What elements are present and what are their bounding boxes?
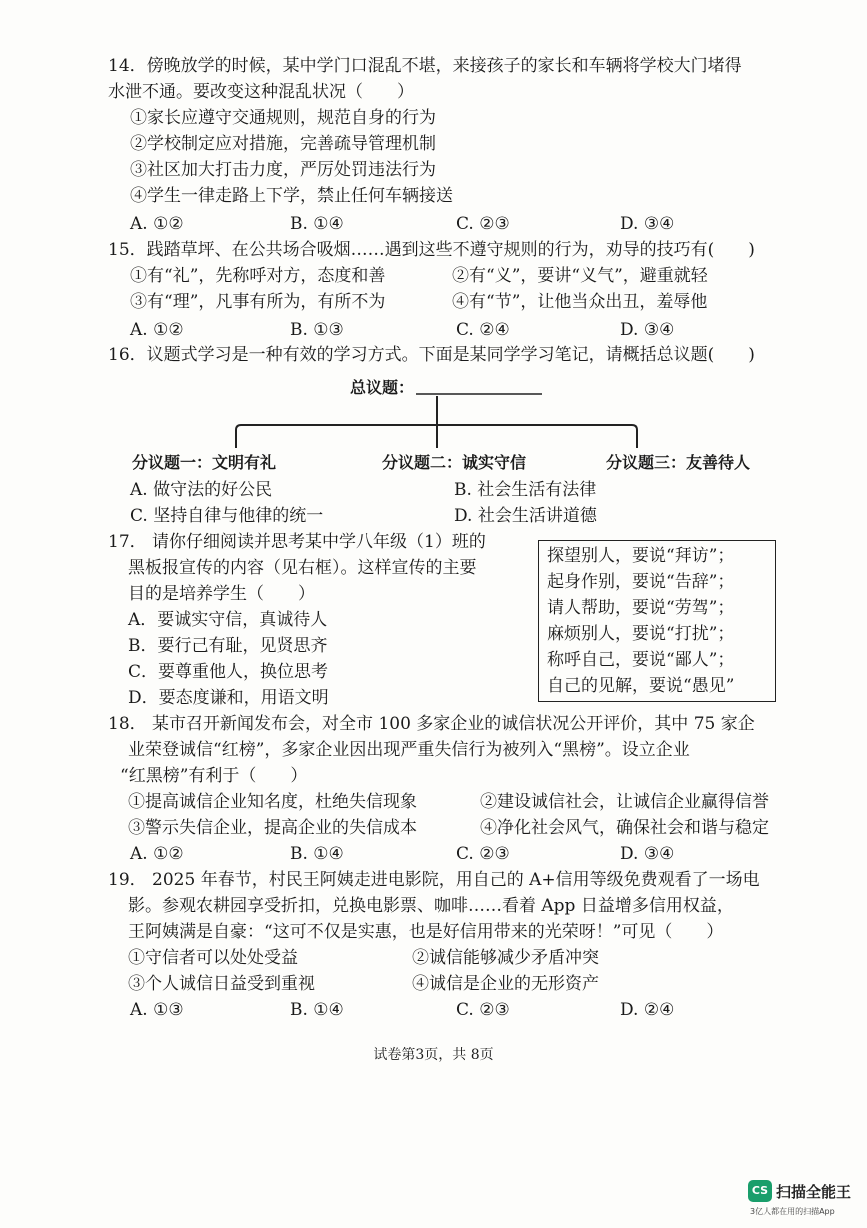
box-line-4: 麻烦别人，要说“打扰”； [547, 624, 735, 644]
q15-option-a: A. ①② [130, 320, 184, 340]
q19-statement-3: ③个人诚信日益受到重视 [128, 974, 315, 994]
q15-statement-1: ①有“礼”，先称呼对方，态度和善 [130, 266, 386, 286]
q15-stem: 15．践踏草坪、在公共场合吸烟……遇到这些不遵守规则的行为，劝导的技巧有( ) [108, 240, 755, 260]
q19-option-d: D. ②④ [620, 1000, 675, 1020]
q19-statement-4: ④诚信是企业的无形资产 [412, 974, 599, 994]
q16-option-c: C. 坚持自律与他律的统一 [130, 506, 324, 526]
q16-sub-topic-3: 分议题三：友善待人 [606, 453, 751, 472]
q14-statement-2: ②学校制定应对措施，完善疏导管理机制 [130, 134, 436, 154]
q19-stem-line2: 影。参观农耕园享受折扣，兑换电影票、咖啡……看着 App 日益增多信用权益， [128, 896, 734, 916]
q17-stem-line3: 目的是培养学生（ ） [128, 584, 315, 604]
q19-statement-2: ②诚信能够减少矛盾冲突 [412, 948, 599, 968]
q16-sub-topic-1: 分议题一：文明有礼 [132, 453, 277, 472]
q18-statement-1: ①提高诚信企业知名度，杜绝失信现象 [128, 792, 417, 812]
q17-option-d: D．要态度谦和，用语文明 [128, 688, 329, 708]
q14-option-d: D. ③④ [620, 214, 675, 234]
q15-option-d: D. ③④ [620, 320, 675, 340]
q15-statement-3: ③有“理”，凡事有所为，有所不为 [130, 292, 386, 312]
box-line-2: 起身作别，要说“告辞”； [547, 572, 735, 592]
watermark-app-name: 扫描全能王 [776, 1183, 852, 1201]
q19-option-c: C. ②③ [456, 1000, 510, 1020]
q18-option-b: B. ①④ [290, 844, 344, 864]
q15-option-c: C. ②④ [456, 320, 510, 340]
q14-statement-3: ③社区加大打击力度，严厉处罚违法行为 [130, 160, 436, 180]
q15-statement-2: ②有“义”，要讲“义气”，避重就轻 [452, 266, 708, 286]
q18-stem-line3: “红黑榜”有利于（ ） [120, 766, 308, 786]
box-line-3: 请人帮助，要说“劳驾”； [547, 598, 735, 618]
q18-option-c: C. ②③ [456, 844, 510, 864]
q18-option-a: A. ①② [130, 844, 184, 864]
page-footer: 试卷第3页，共 8页 [373, 1047, 494, 1063]
scanner-watermark [748, 1178, 863, 1222]
q19-stem-line3: 王阿姨满是自豪：“这可不仅是实惠，也是好信用带来的光荣呀！”可见（ ） [128, 922, 724, 942]
q14-statement-1: ①家长应遵守交通规则，规范自身的行为 [130, 108, 436, 128]
q14-stem-line1: 14．傍晚放学的时候，某中学门口混乱不堪，来接孩子的家长和车辆将学校大门堵得 [108, 56, 742, 76]
q19-statement-1: ①守信者可以处处受益 [128, 948, 298, 968]
q16-option-d: D. 社会生活讲道德 [454, 506, 597, 526]
q18-statement-3: ③警示失信企业，提高企业的失信成本 [128, 818, 417, 838]
q19-option-b: B. ①④ [290, 1000, 344, 1020]
q16-option-a: A. 做守法的好公民 [130, 480, 273, 500]
q16-sub-topic-2: 分议题二：诚实守信 [382, 453, 527, 472]
q14-statement-4: ④学生一律走路上下学，禁止任何车辆接送 [130, 186, 453, 206]
q17-option-b: B．要行己有耻，见贤思齐 [128, 636, 328, 656]
q14-stem-line2: 水泄不通。要改变这种混乱状况（ ） [108, 82, 414, 102]
q17-stem-line1: 17． 请你仔细阅读并思考某中学八年级（1）班的 [108, 532, 486, 552]
cs-logo-icon: CS [748, 1180, 772, 1202]
q17-blackboard-box [538, 540, 776, 702]
q14-option-c: C. ②③ [456, 214, 510, 234]
q19-stem-line1: 19． 2025 年春节，村民王阿姨走进电影院，用自己的 A+信用等级免费观看了一场电 [108, 870, 760, 890]
q18-option-d: D. ③④ [620, 844, 675, 864]
q16-main-topic-label: 总议题： [350, 378, 415, 397]
q18-stem-line1: 18． 某市召开新闻发布会，对全市 100 多家企业的诚信状况公开评价，其中 75 家企 [108, 714, 755, 734]
q17-option-c: C．要尊重他人，换位思考 [128, 662, 329, 682]
box-line-5: 称呼自己，要说“鄙人”； [547, 650, 735, 670]
q18-statement-2: ②建设诚信社会，让诚信企业赢得信誉 [480, 792, 769, 812]
q15-option-b: B. ①③ [290, 320, 344, 340]
q16-topic-tree [0, 0, 867, 470]
q17-stem-line2: 黑板报宣传的内容（见右框）。这样宣传的主要 [128, 558, 477, 578]
watermark-tagline: 3亿人都在用的扫描App [750, 1207, 835, 1216]
q18-stem-line2: 业荣登诚信“红榜”，多家企业因出现严重失信行为被列入“黑榜”。设立企业 [128, 740, 690, 760]
q15-statement-4: ④有“节”，让他当众出丑，羞辱他 [452, 292, 708, 312]
q19-option-a: A. ①③ [130, 1000, 184, 1020]
q17-option-a: A．要诚实守信，真诚待人 [128, 610, 328, 630]
q14-option-b: B. ①④ [290, 214, 344, 234]
q14-option-a: A. ①② [130, 214, 184, 234]
q16-option-b: B. 社会生活有法律 [454, 480, 597, 500]
box-line-1: 探望别人，要说“拜访”； [547, 546, 735, 566]
box-line-6: 自己的见解，要说“愚见” [547, 676, 735, 696]
q16-stem: 16．议题式学习是一种有效的学习方式。下面是某同学学习笔记，请概括总议题( ) [108, 345, 755, 365]
q18-statement-4: ④净化社会风气，确保社会和谐与稳定 [480, 818, 769, 838]
